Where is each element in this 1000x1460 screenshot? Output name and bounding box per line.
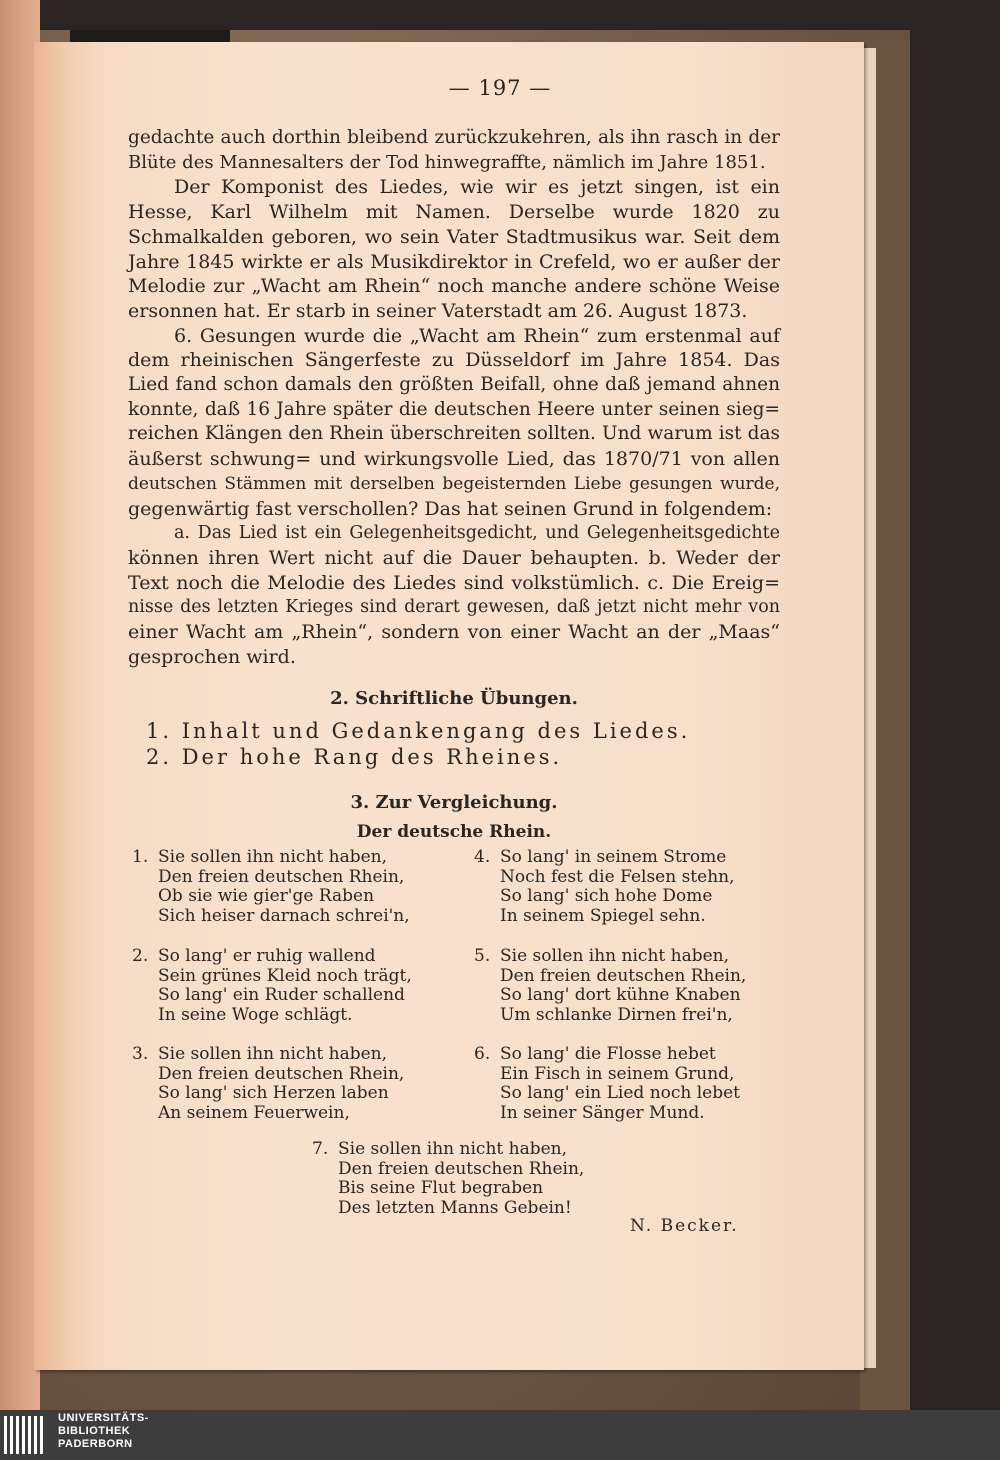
stanza-number: 5. xyxy=(474,946,491,966)
text-line: deutschen Stämmen mit derselben begeisternden Liebe gesungen wurde, xyxy=(128,473,780,494)
poem-line: Des letzten Manns Gebein! xyxy=(338,1197,572,1218)
exercise-item: 2. Der hohe Rang des Rheines. xyxy=(146,745,563,769)
stanza-number: 7. xyxy=(312,1139,329,1159)
stanza-number: 6. xyxy=(474,1044,491,1064)
poem-line: Ein Fisch in seinem Grund, xyxy=(500,1063,735,1084)
text-line: ersonnen hat. Er starb in seiner Vaterstadt am 26. August 1873. xyxy=(128,299,748,322)
poem-line: So lang' er ruhig wallend xyxy=(158,946,376,966)
library-logo-text: UNIVERSITÄTS- BIBLIOTHEK PADERBORN xyxy=(58,1412,149,1450)
section-heading-exercises: 2. Schriftliche Übungen. xyxy=(330,688,578,709)
poem-line: So lang' sich hohe Dome xyxy=(500,886,713,907)
poem-line: An seinem Feuerwein, xyxy=(158,1102,350,1123)
poem-line: So lang' in seinem Strome xyxy=(500,847,727,867)
text-line: 6. Gesungen wurde die „Wacht am Rhein“ zum erstenmal auf xyxy=(174,324,780,347)
poem-line: So lang' ein Ruder schallend xyxy=(158,985,405,1006)
poem-line: So lang' ein Lied noch lebet xyxy=(500,1083,741,1104)
poem-line: In seine Woge schlägt. xyxy=(158,1004,353,1025)
poem-line: Sich heiser darnach schrei'n, xyxy=(158,905,410,926)
text-line: nisse des letzten Krieges sind derart gewesen, daß jetzt nicht mehr von xyxy=(128,597,780,618)
poem-line: So lang' dort kühne Knaben xyxy=(500,985,741,1006)
poem-line: So lang' die Flosse hebet xyxy=(500,1044,716,1064)
poem-line: Den freien deutschen Rhein, xyxy=(338,1158,585,1179)
text-line: Der Komponist des Liedes, wie wir es jetzt singen, ist ein xyxy=(174,176,780,199)
text-line: a. Das Lied ist ein Gelegenheitsgedicht, und Gelegenheitsgedichte xyxy=(174,523,780,544)
library-footer xyxy=(0,1410,1000,1460)
text-line: konnte, daß 16 Jahre später die deutschen Heere unter seinen sieg= xyxy=(128,398,780,420)
text-line: gesprochen wird. xyxy=(128,645,296,668)
page-number: — 197 — xyxy=(448,76,552,100)
text-line: dem rheinischen Sängerfeste zu Düsseldorf im Jahre 1854. Das xyxy=(128,349,780,372)
body-text xyxy=(128,126,780,669)
cover-top-edge xyxy=(70,30,230,42)
poem-line: Noch fest die Felsen stehn, xyxy=(500,866,735,887)
stanza-number: 2. xyxy=(132,946,149,966)
poem-stanza xyxy=(474,1045,740,1123)
poem-line: Den freien deutschen Rhein, xyxy=(158,866,405,887)
text-line: reichen Klängen den Rhein überschreiten sollten. Und warum ist das xyxy=(128,423,780,445)
poem-line: Sie sollen ihn nicht haben, xyxy=(338,1139,568,1159)
poem-line: Ob sie wie gier'ge Raben xyxy=(158,886,375,907)
poem-title: Der deutsche Rhein. xyxy=(356,822,552,842)
poem-line: Den freien deutschen Rhein, xyxy=(158,1063,405,1084)
text-line: können ihren Wert nicht auf die Dauer behaupten. b. Weder der xyxy=(128,546,780,569)
section-heading-comparison: 3. Zur Vergleichung. xyxy=(350,792,558,813)
text-line: gegenwärtig fast verschollen? Das hat seinen Grund in folgendem: xyxy=(128,497,773,520)
poem-stanza xyxy=(132,947,412,1025)
text-line: Blüte des Mannesalters der Tod hinwegraffte, nämlich im Jahre 1851. xyxy=(128,151,766,173)
text-line: Hesse, Karl Wilhelm mit Namen. Derselbe wurde 1820 zu xyxy=(128,201,780,224)
poem-stanza xyxy=(312,1140,584,1218)
poem-stanza xyxy=(474,947,746,1025)
text-line: Schmalkalden geboren, wo sein Vater Stadtmusikus war. Seit dem xyxy=(128,225,780,248)
poem-stanza xyxy=(132,1045,404,1123)
poem-line: In seiner Sänger Mund. xyxy=(500,1102,705,1123)
text-line: Jahre 1845 wirkte er als Musikdirektor in Crefeld, wo er außer der xyxy=(128,250,780,273)
poem-line: Sie sollen ihn nicht haben, xyxy=(500,946,730,966)
poem-author: N. Becker. xyxy=(630,1216,739,1236)
poem-line: In seinem Spiegel sehn. xyxy=(500,905,706,926)
poem-line: Sie sollen ihn nicht haben, xyxy=(158,1044,388,1064)
library-logo-icon xyxy=(4,1416,50,1454)
poem-stanza xyxy=(132,848,410,926)
text-line: gedachte auch dorthin bleibend zurückzukehren, als ihn rasch in der xyxy=(128,127,780,148)
page-stack-edge xyxy=(864,48,876,1368)
exercise-item: 1. Inhalt und Gedankengang des Liedes. xyxy=(146,719,691,743)
text-line: Text noch die Melodie des Liedes sind volkstümlich. c. Die Ereig= xyxy=(128,571,780,594)
stanza-number: 3. xyxy=(132,1044,149,1064)
poem-line: So lang' sich Herzen laben xyxy=(158,1083,389,1104)
poem-line: Bis seine Flut begraben xyxy=(338,1178,544,1199)
poem-line: Sein grünes Kleid noch trägt, xyxy=(158,965,412,986)
text-line: Lied fand schon damals den größten Beifall, ohne daß jemand ahnen xyxy=(128,374,780,396)
text-line: einer Wacht am „Rhein“, sondern von einer Wacht an der „Maas“ xyxy=(128,621,780,644)
poem-line: Sie sollen ihn nicht haben, xyxy=(158,847,388,867)
poem-line: Um schlanke Dirnen frei'n, xyxy=(500,1004,733,1025)
stanza-number: 4. xyxy=(474,847,491,867)
text-line: äußerst schwung= und wirkungsvolle Lied, das 1870/71 von allen xyxy=(128,448,780,471)
stanza-number: 1. xyxy=(132,847,149,867)
text-line: Melodie zur „Wacht am Rhein“ noch manche andere schöne Weise xyxy=(128,275,780,298)
poem-line: Den freien deutschen Rhein, xyxy=(500,965,747,986)
poem-stanza xyxy=(474,848,735,926)
